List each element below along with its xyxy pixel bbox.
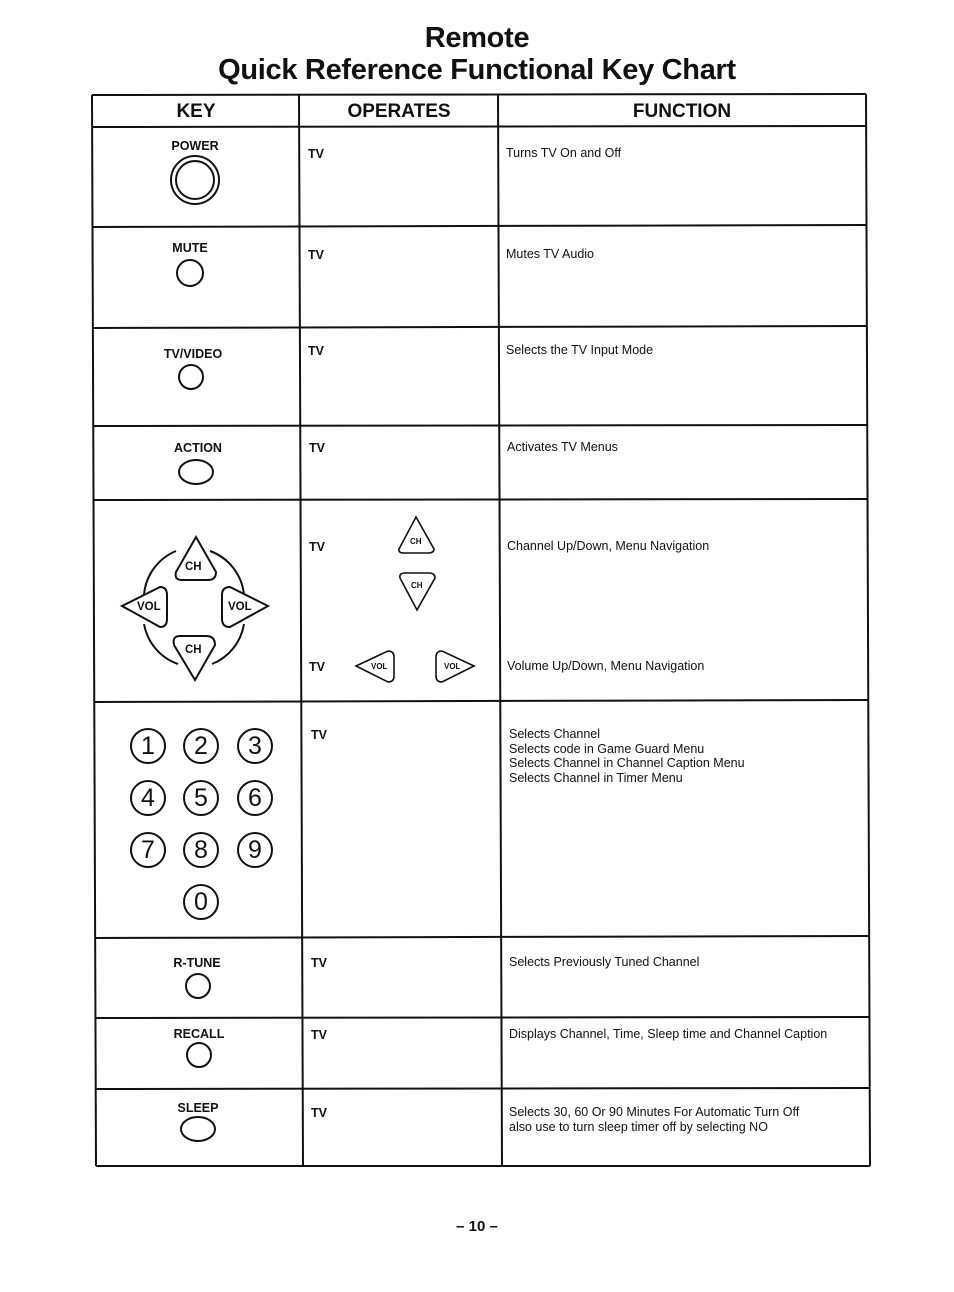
- key-label-action: ACTION: [174, 441, 222, 455]
- operates-sleep: TV: [311, 1106, 327, 1120]
- function-tv-video: Selects the TV Input Mode: [506, 343, 654, 357]
- function-power: Turns TV On and Off: [506, 146, 622, 160]
- function-action: Activates TV Menus: [507, 440, 618, 454]
- function-sleep: [509, 1105, 799, 1135]
- digit-label: 5: [194, 784, 208, 812]
- dpad-ch-up-label: CH: [185, 561, 202, 573]
- function-channel: Channel Up/Down, Menu Navigation: [507, 539, 710, 553]
- dpad-vol-up-label: VOL: [228, 601, 252, 613]
- r-tune-button-icon: [186, 974, 210, 998]
- power-button-icon: [171, 156, 219, 204]
- page-subtitle: Quick Reference Functional Key Chart: [218, 54, 736, 86]
- digit-label: 9: [248, 836, 262, 864]
- dpad-vol-down-label: VOL: [137, 601, 161, 613]
- key-label-power: POWER: [171, 139, 219, 153]
- function-mute: Mutes TV Audio: [506, 247, 595, 261]
- operates-volume: TV: [309, 660, 325, 674]
- digit-label: 1: [141, 732, 155, 760]
- operates-power: TV: [308, 147, 324, 161]
- function-digits-line: Selects code in Game Guard Menu: [509, 741, 705, 756]
- function-digits-line: Selects Channel in Timer Menu: [509, 770, 683, 785]
- operates-recall: TV: [311, 1028, 327, 1042]
- action-button-icon: [179, 460, 213, 484]
- small-ch-down-label: CH: [411, 581, 423, 590]
- key-label-tv-video: TV/VIDEO: [163, 347, 223, 361]
- sleep-button-icon: [181, 1117, 215, 1141]
- function-r-tune: Selects Previously Tuned Channel: [509, 955, 700, 969]
- key-label-recall: RECALL: [173, 1027, 225, 1041]
- function-digits-line: Selects Channel: [509, 727, 601, 741]
- header-operates: OPERATES: [347, 101, 451, 122]
- function-digits: [509, 727, 745, 785]
- function-recall: Displays Channel, Time, Sleep time and Channel Caption: [509, 1027, 828, 1041]
- small-vol-up-label: VOL: [444, 662, 461, 671]
- page-number: – 10 –: [456, 1218, 498, 1235]
- digit-label: 8: [194, 836, 208, 864]
- header-key: KEY: [176, 101, 216, 122]
- digit-label: 4: [141, 784, 155, 812]
- operates-action: TV: [309, 441, 325, 455]
- small-vol-down-label: VOL: [371, 662, 388, 671]
- digit-label: 0: [194, 888, 208, 916]
- operates-tv-video: TV: [308, 344, 324, 358]
- header-function: FUNCTION: [632, 101, 732, 122]
- key-label-mute: MUTE: [172, 241, 208, 255]
- digit-label: 6: [248, 784, 262, 812]
- digit-label: 2: [194, 732, 208, 760]
- tv-video-button-icon: [179, 365, 203, 389]
- function-sleep-line: Selects 30, 60 Or 90 Minutes For Automatic Turn Off: [509, 1105, 800, 1119]
- digit-label: 3: [248, 732, 262, 760]
- page-title: Remote: [424, 22, 530, 54]
- operates-digits: TV: [311, 728, 327, 742]
- operates-channel: TV: [309, 540, 325, 554]
- key-label-r-tune: R-TUNE: [173, 956, 221, 970]
- mute-button-icon: [177, 260, 203, 286]
- function-sleep-line: also use to turn sleep timer off by selecting NO: [509, 1120, 768, 1134]
- recall-button-icon: [187, 1043, 211, 1067]
- operates-mute: TV: [308, 248, 324, 262]
- small-ch-up-label: CH: [410, 537, 422, 546]
- function-digits-line: Selects Channel in Channel Caption Menu: [509, 756, 745, 770]
- function-volume: Volume Up/Down, Menu Navigation: [507, 659, 705, 673]
- digit-label: 7: [141, 836, 155, 864]
- key-label-sleep: SLEEP: [177, 1101, 219, 1115]
- dpad-ch-down-label: CH: [185, 644, 202, 656]
- operates-r-tune: TV: [311, 956, 327, 970]
